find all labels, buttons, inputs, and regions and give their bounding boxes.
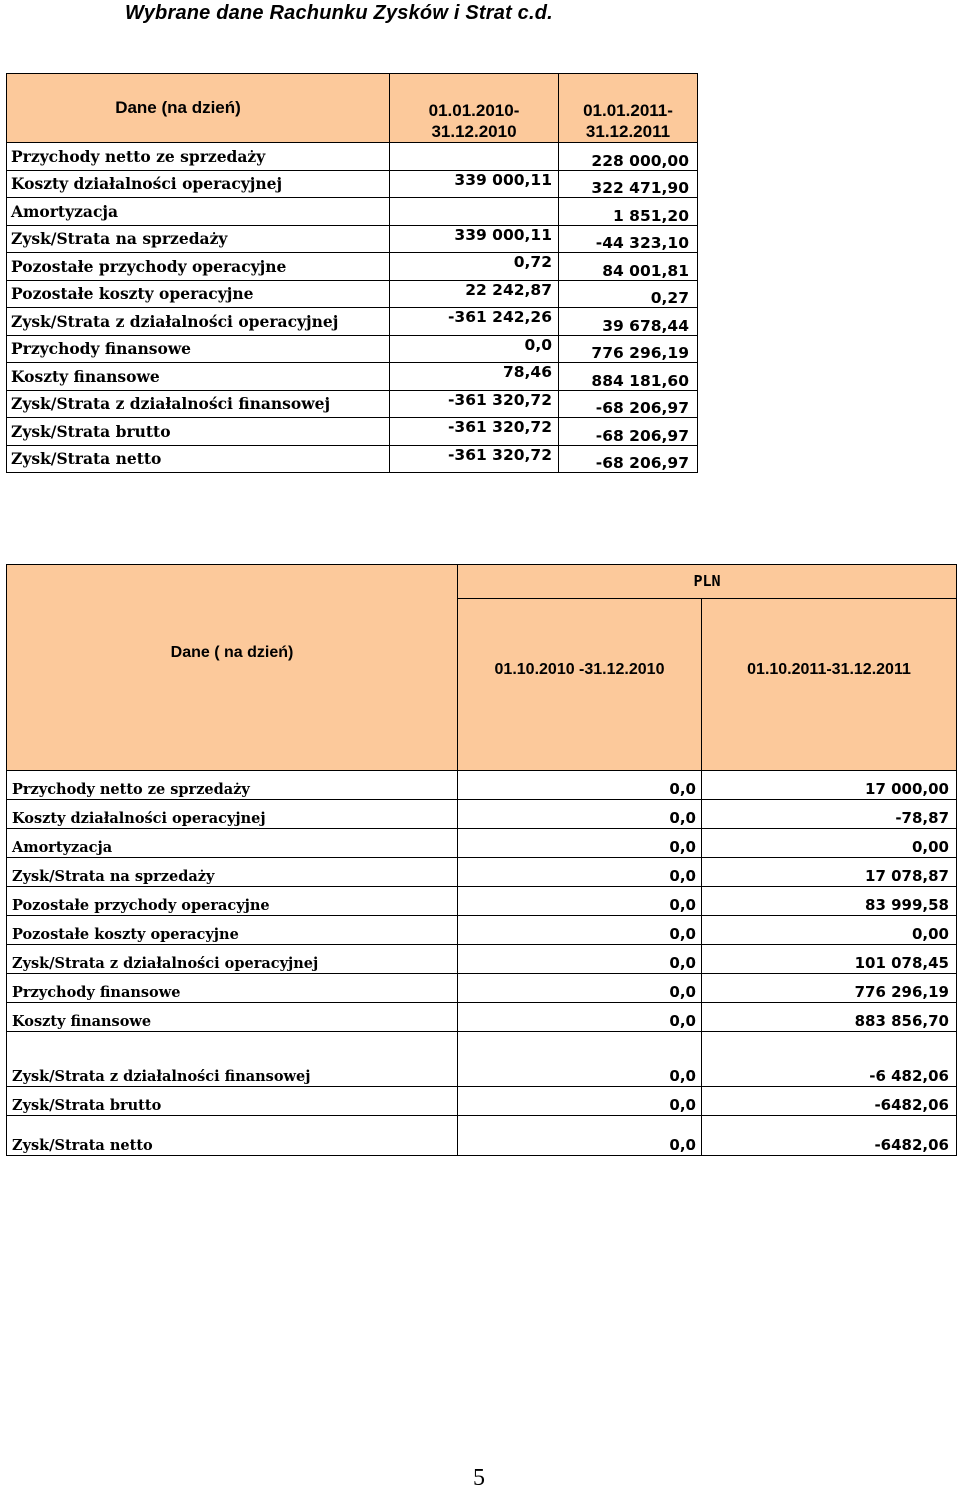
row-value-2: 883 856,70 <box>702 1003 957 1032</box>
row-label: Zysk/Strata z działalności finansowej <box>7 1032 458 1087</box>
table-header-row <box>7 565 957 599</box>
row-value-2: 39 678,44 <box>559 308 698 336</box>
table-row <box>7 280 698 308</box>
row-value-1: 0,0 <box>458 1032 702 1087</box>
table-row <box>7 198 698 226</box>
row-label: Zysk/Strata na sprzedaży <box>7 858 458 887</box>
row-label: Przychody netto ze sprzedaży <box>7 143 390 171</box>
row-value-1: 0,0 <box>458 1116 702 1156</box>
income-statement-table-quarterly <box>6 564 957 1156</box>
header-period-1: 01.01.2010-31.12.2010 <box>390 74 559 143</box>
row-label: Zysk/Strata z działalności operacyjnej <box>7 308 390 336</box>
row-value-1: 339 000,11 <box>390 170 559 198</box>
table-row <box>7 253 698 281</box>
row-label: Koszty finansowe <box>7 363 390 391</box>
table-row <box>7 1032 957 1087</box>
table-row <box>7 390 698 418</box>
table-row <box>7 887 957 916</box>
table-row <box>7 829 957 858</box>
row-value-2: 83 999,58 <box>702 887 957 916</box>
table-row <box>7 916 957 945</box>
row-value-1: 0,0 <box>458 916 702 945</box>
row-value-1: 0,0 <box>458 1003 702 1032</box>
table-row <box>7 858 957 887</box>
row-value-2: -6482,06 <box>702 1116 957 1156</box>
income-statement-table-annual <box>6 73 698 473</box>
row-value-2: 84 001,81 <box>559 253 698 281</box>
row-label: Zysk/Strata netto <box>7 445 390 473</box>
row-label: Przychody netto ze sprzedaży <box>7 771 458 800</box>
row-value-1: 0,0 <box>458 1087 702 1116</box>
row-label: Zysk/Strata na sprzedaży <box>7 225 390 253</box>
row-value-1: 22 242,87 <box>390 280 559 308</box>
row-value-2: 0,00 <box>702 829 957 858</box>
row-label: Pozostałe koszty operacyjne <box>7 916 458 945</box>
table-row <box>7 1116 957 1156</box>
row-value-2: -68 206,97 <box>559 390 698 418</box>
row-label: Przychody finansowe <box>7 974 458 1003</box>
table-row <box>7 945 957 974</box>
row-value-1: -361 320,72 <box>390 390 559 418</box>
table-row <box>7 335 698 363</box>
row-label: Koszty działalności operacyjnej <box>7 800 458 829</box>
table-row <box>7 143 698 171</box>
currency-label: PLN <box>458 565 957 599</box>
row-value-2: 0,00 <box>702 916 957 945</box>
row-value-2: 776 296,19 <box>559 335 698 363</box>
header-label: Dane (na dzień) <box>7 74 390 143</box>
row-value-1: 78,46 <box>390 363 559 391</box>
header-label: Dane ( na dzień) <box>7 565 458 771</box>
header-period-1: 01.10.2010 -31.12.2010 <box>458 598 702 770</box>
row-value-2: 776 296,19 <box>702 974 957 1003</box>
row-value-2: -78,87 <box>702 800 957 829</box>
row-label: Pozostałe przychody operacyjne <box>7 887 458 916</box>
row-label: Pozostałe przychody operacyjne <box>7 253 390 281</box>
row-value-2: 17 078,87 <box>702 858 957 887</box>
row-label: Amortyzacja <box>7 198 390 226</box>
page-title: Wybrane dane Rachunku Zysków i Strat c.d. <box>125 2 553 24</box>
row-value-2: -6 482,06 <box>702 1032 957 1087</box>
row-value-2: 322 471,90 <box>559 170 698 198</box>
row-label: Przychody finansowe <box>7 335 390 363</box>
row-value-1: 0,0 <box>458 887 702 916</box>
row-value-2: 0,27 <box>559 280 698 308</box>
row-value-1 <box>390 143 559 171</box>
row-value-1: 0,0 <box>458 800 702 829</box>
table-row <box>7 170 698 198</box>
table-row <box>7 363 698 391</box>
header-period-2: 01.10.2011-31.12.2011 <box>702 598 957 770</box>
row-value-1: 339 000,11 <box>390 225 559 253</box>
row-value-1 <box>390 198 559 226</box>
row-value-2: -68 206,97 <box>559 445 698 473</box>
table-row <box>7 771 957 800</box>
row-value-1: -361 320,72 <box>390 445 559 473</box>
row-label: Zysk/Strata z działalności finansowej <box>7 390 390 418</box>
row-label: Zysk/Strata z działalności operacyjnej <box>7 945 458 974</box>
table-row <box>7 225 698 253</box>
row-value-2: 101 078,45 <box>702 945 957 974</box>
row-value-2: 1 851,20 <box>559 198 698 226</box>
page-number: 5 <box>473 1465 485 1491</box>
table-row <box>7 974 957 1003</box>
table-row <box>7 418 698 446</box>
table-row <box>7 800 957 829</box>
row-value-2: 884 181,60 <box>559 363 698 391</box>
table-row <box>7 1003 957 1032</box>
table-row <box>7 308 698 336</box>
row-value-1: 0,0 <box>390 335 559 363</box>
row-value-1: 0,0 <box>458 945 702 974</box>
row-label: Amortyzacja <box>7 829 458 858</box>
row-value-1: 0,0 <box>458 771 702 800</box>
row-value-1: 0,0 <box>458 829 702 858</box>
row-value-1: 0,0 <box>458 974 702 1003</box>
row-label: Koszty finansowe <box>7 1003 458 1032</box>
table-row <box>7 1087 957 1116</box>
row-value-1: -361 242,26 <box>390 308 559 336</box>
row-value-1: -361 320,72 <box>390 418 559 446</box>
row-label: Zysk/Strata brutto <box>7 418 390 446</box>
row-value-2: -44 323,10 <box>559 225 698 253</box>
row-value-2: -68 206,97 <box>559 418 698 446</box>
row-value-1: 0,0 <box>458 858 702 887</box>
row-label: Koszty działalności operacyjnej <box>7 170 390 198</box>
header-period-2: 01.01.2011-31.12.2011 <box>559 74 698 143</box>
row-label: Pozostałe koszty operacyjne <box>7 280 390 308</box>
row-value-1: 0,72 <box>390 253 559 281</box>
row-value-2: 17 000,00 <box>702 771 957 800</box>
row-value-2: 228 000,00 <box>559 143 698 171</box>
row-label: Zysk/Strata brutto <box>7 1087 458 1116</box>
table-header-row <box>7 74 698 143</box>
row-value-2: -6482,06 <box>702 1087 957 1116</box>
table-row <box>7 445 698 473</box>
row-label: Zysk/Strata netto <box>7 1116 458 1156</box>
